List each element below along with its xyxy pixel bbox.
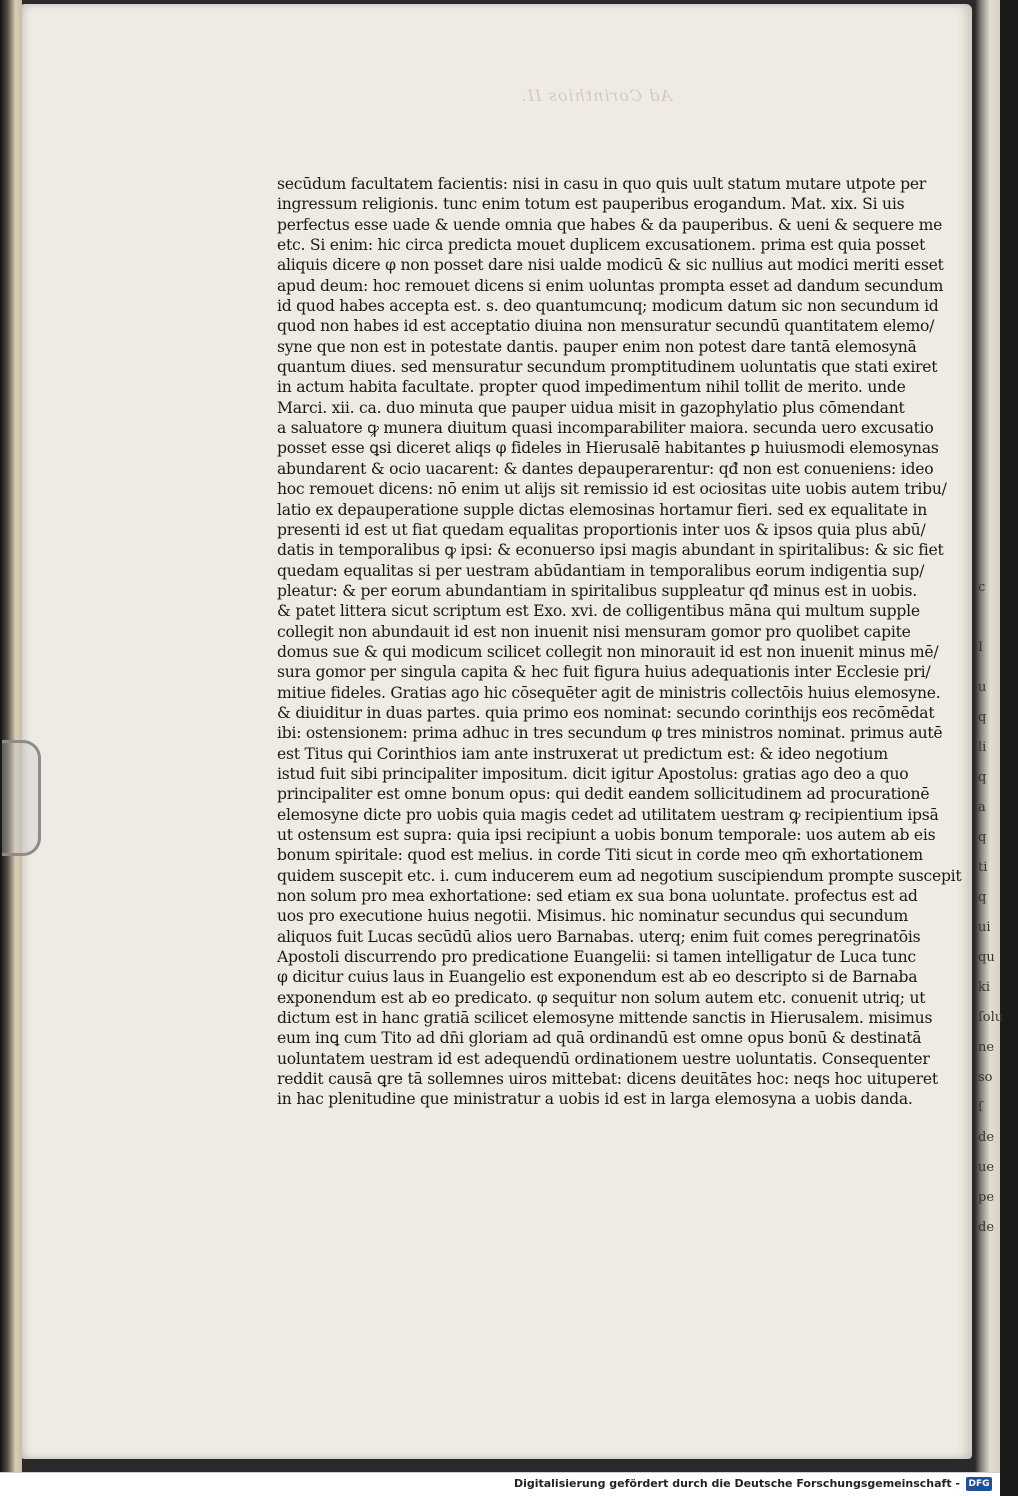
facing-page-fragment: ne [978, 1040, 995, 1055]
text-line: aliquis dicere φ non posset dare nisi ualde modicū & sic nullius aut modici meriti esset [277, 256, 944, 275]
text-line: id quod habes accepta est. s. deo quantumcunq; modicum datum sic non secundum id [277, 297, 939, 316]
facing-page-fragment: ki [978, 980, 991, 995]
dfg-logo-icon: DFG [966, 1477, 992, 1491]
text-line: exponendum est ab eo predicato. φ sequitur non solum autem etc. conuenit utriq; ut [277, 988, 926, 1007]
facing-page-fragment: q [978, 890, 987, 905]
text-line: aliquos fuit Lucas secūdū alios uero Barnabas. uterq; enim fuit comes peregrinatōis [277, 927, 921, 946]
text-line: Marci. xii. ca. duo minuta que pauper uidua misit in gazophylatio plus cōmendant [277, 398, 905, 417]
text-line: principaliter est omne bonum opus: qui dedit eandem sollicitudinem ad procurationē [277, 785, 930, 804]
text-line: syne que non est in potestate dantis. pauper enim non potest dare tantā elemosynā [277, 337, 917, 356]
facing-page-fragment: ui [978, 920, 991, 935]
text-line: latio ex depauperatione supple dictas elemosinas hortamur fieri. sed ex equalitate in [277, 500, 928, 519]
text-line: domus sue & qui modicum scilicet collegit non minorauit id est non inuenit minus mē/ [277, 642, 939, 661]
facing-page-fragment: so [978, 1070, 993, 1085]
facing-page-fragment: a [978, 800, 986, 815]
text-line: mitiue fideles. Gratias ago hic cōsequēter agit de ministris collectōis huius elemosyne. [277, 683, 941, 702]
text-line: secūdum facultatem facientis: nisi in casu in quo quis uult statum mutare utpote per [277, 175, 927, 193]
text-line: collegit non abundauit id est non inuenit nisi mensuram gomor pro quolibet capite [277, 622, 911, 641]
text-line: quod non habes id est acceptatio diuina non mensuratur secundū quantitatem elemo/ [277, 317, 935, 336]
facing-page-fragment: q [978, 770, 987, 785]
text-line: posset esse ꝗsi diceret aliqs φ fideles in Hierusalē habitantes ꝑ huiusmodi elemosynas [277, 439, 939, 458]
text-line: quantum diues. sed mensuratur secundum promptitudinem uoluntatis que stati exiret [277, 358, 938, 377]
text-line: hoc remouet dicens: nō enim ut alijs sit remissio id est ociositas uite uobis autem tribu/ [277, 480, 947, 499]
text-line: elemosyne dicte pro uobis quia magis cedet ad utilitatem uestram ꝙ recipientium ipsā [277, 805, 939, 824]
text-line: etc. Si enim: hic circa predicta mouet duplicem excusationem. prima est quia posset [277, 236, 926, 255]
facing-page-fragment: de [978, 1130, 995, 1145]
page-text-block [277, 174, 962, 1110]
text-line: quidem suscepit etc. i. cum inducerem eum ad negotium suscipiendum prompte suscepit [277, 866, 962, 885]
facing-page-fragment: li [978, 740, 987, 755]
text-line: abundarent & ocio uacarent: & dantes depauperarentur: qđ non est conueniens: ideo [277, 459, 934, 478]
text-line: datis in temporalibus ꝙ ipsi: & econuerso ipsi magis abundant in spiritalibus: & sic fiet [277, 541, 944, 560]
text-line: non solum pro mea exhortatione: sed etiam ex sua bona uoluntate. profectus est ad [277, 887, 918, 906]
text-line: dictum est in hanc gratiā scilicet elemosyne mittende sanctis in Hierusalem. misimus [277, 1009, 933, 1028]
text-line: in actum habita facultate. propter quod impedimentum nihil tollit de merito. unde [277, 378, 906, 397]
text-line: perfectus esse uade & uende omnia que habes & da pauperibus. & ueni & sequere me [277, 215, 943, 234]
text-line: sura gomor per singula capita & hec fuit figura huius adequationis inter Ecclesie pri/ [277, 663, 931, 682]
facing-page-fragment: ue [978, 1160, 995, 1175]
facing-page-fragment: u [978, 680, 987, 695]
text-line: & diuiditur in duas partes. quia primo eos nominat: secundo corinthijs eos recōmēdat [277, 703, 935, 722]
text-line: ut ostensum est supra: quia ipsi recipiunt a uobis bonum temporale: uos autem ab eis [277, 826, 936, 844]
text-line: Apostoli discurrendo pro predicatione Euangelii: si tamen intelligatur de Luca tunc [277, 948, 916, 967]
facing-page-edge [975, 0, 1004, 1472]
facing-page-fragment: pe [978, 1190, 995, 1205]
facing-page-fragment: c [978, 580, 986, 595]
text-line: pleatur: & per eorum abundantiam in spiritalibus suppleatur qđ minus est in uobis. [277, 581, 917, 600]
text-line: a saluatore ꝙ munera diuitum quasi incomparabiliter maiora. secunda uero excusatio [277, 419, 934, 438]
text-line: ibi: ostensionem: prima adhuc in tres secundum φ tres ministros nominat. primus autē [277, 724, 943, 743]
facing-page-fragment: ſolu [978, 1010, 1004, 1025]
footer-credit: Digitalisierung gefördert durch die Deutsche Forschungsgemeinschaft - [513, 1477, 960, 1490]
facing-page-fragment: qu [978, 950, 995, 965]
book-page [22, 4, 972, 1459]
text-line: quedam equalitas si per uestram abūdantiam in temporalibus eorum indigentia sup/ [277, 561, 925, 580]
facing-page-fragment: de [978, 1220, 995, 1235]
facing-page-fragment: ſ [978, 1100, 983, 1115]
text-line: ingressum religionis. tunc enim totum est pauperibus erogandum. Mat. xix. Si uis [277, 195, 905, 214]
text-line: reddit causā ꝗre tā sollemnes uiros mittebat: dicens deuitātes hoc: neqs hoc uituperet [277, 1070, 938, 1089]
ghost-running-heading: Ad Corinthios II. [520, 86, 672, 105]
text-line: φ dicitur cuius laus in Euangelio est exponendum est ab eo descripto si de Barnaba [277, 968, 918, 987]
footer-bar [0, 1472, 1000, 1496]
text-line: & patet littera sicut scriptum est Exo. xvi. de colligentibus māna qui multum supple [277, 602, 920, 621]
facing-page-fragment: q [978, 710, 987, 725]
text-line: apud deum: hoc remouet dicens si enim uoluntas prompta esset ad dandum secundum [277, 276, 944, 295]
facing-page-fragment: ti [978, 860, 988, 875]
book-left-edge [0, 0, 22, 1472]
text-line: eum inꝗ cum Tito ad dn̄i gloriam ad quā ordinandū est omne opus bonū & destinatā [277, 1029, 922, 1048]
text-line: in hac plenitudine que ministratur a uobis id est in larga elemosyna a uobis danda. [277, 1090, 913, 1109]
page-clip [2, 740, 41, 856]
text-line: bonum spiritale: quod est melius. in corde Titi sicut in corde meo qm̄ exhortationem [277, 846, 923, 865]
text-line: presenti id est ut fiat quedam equalitas proportionis inter uos & ipsos quia plus abū/ [277, 520, 926, 539]
text-line: uos pro executione huius negotii. Misimus. hic nominatur secundus qui secundum [277, 907, 908, 926]
text-line: uoluntatem uestram id est adequendū ordinationem uestre uoluntatis. Consequenter [277, 1049, 930, 1068]
text-line: est Titus qui Corinthios iam ante instruxerat ut predictum est: & ideo negotium [277, 744, 888, 763]
facing-page-fragment: I [978, 640, 984, 655]
facing-page-fragment: q [978, 830, 987, 845]
text-line: istud fuit sibi principaliter impositum. dicit igitur Apostolus: gratias ago deo a quo [277, 764, 909, 783]
